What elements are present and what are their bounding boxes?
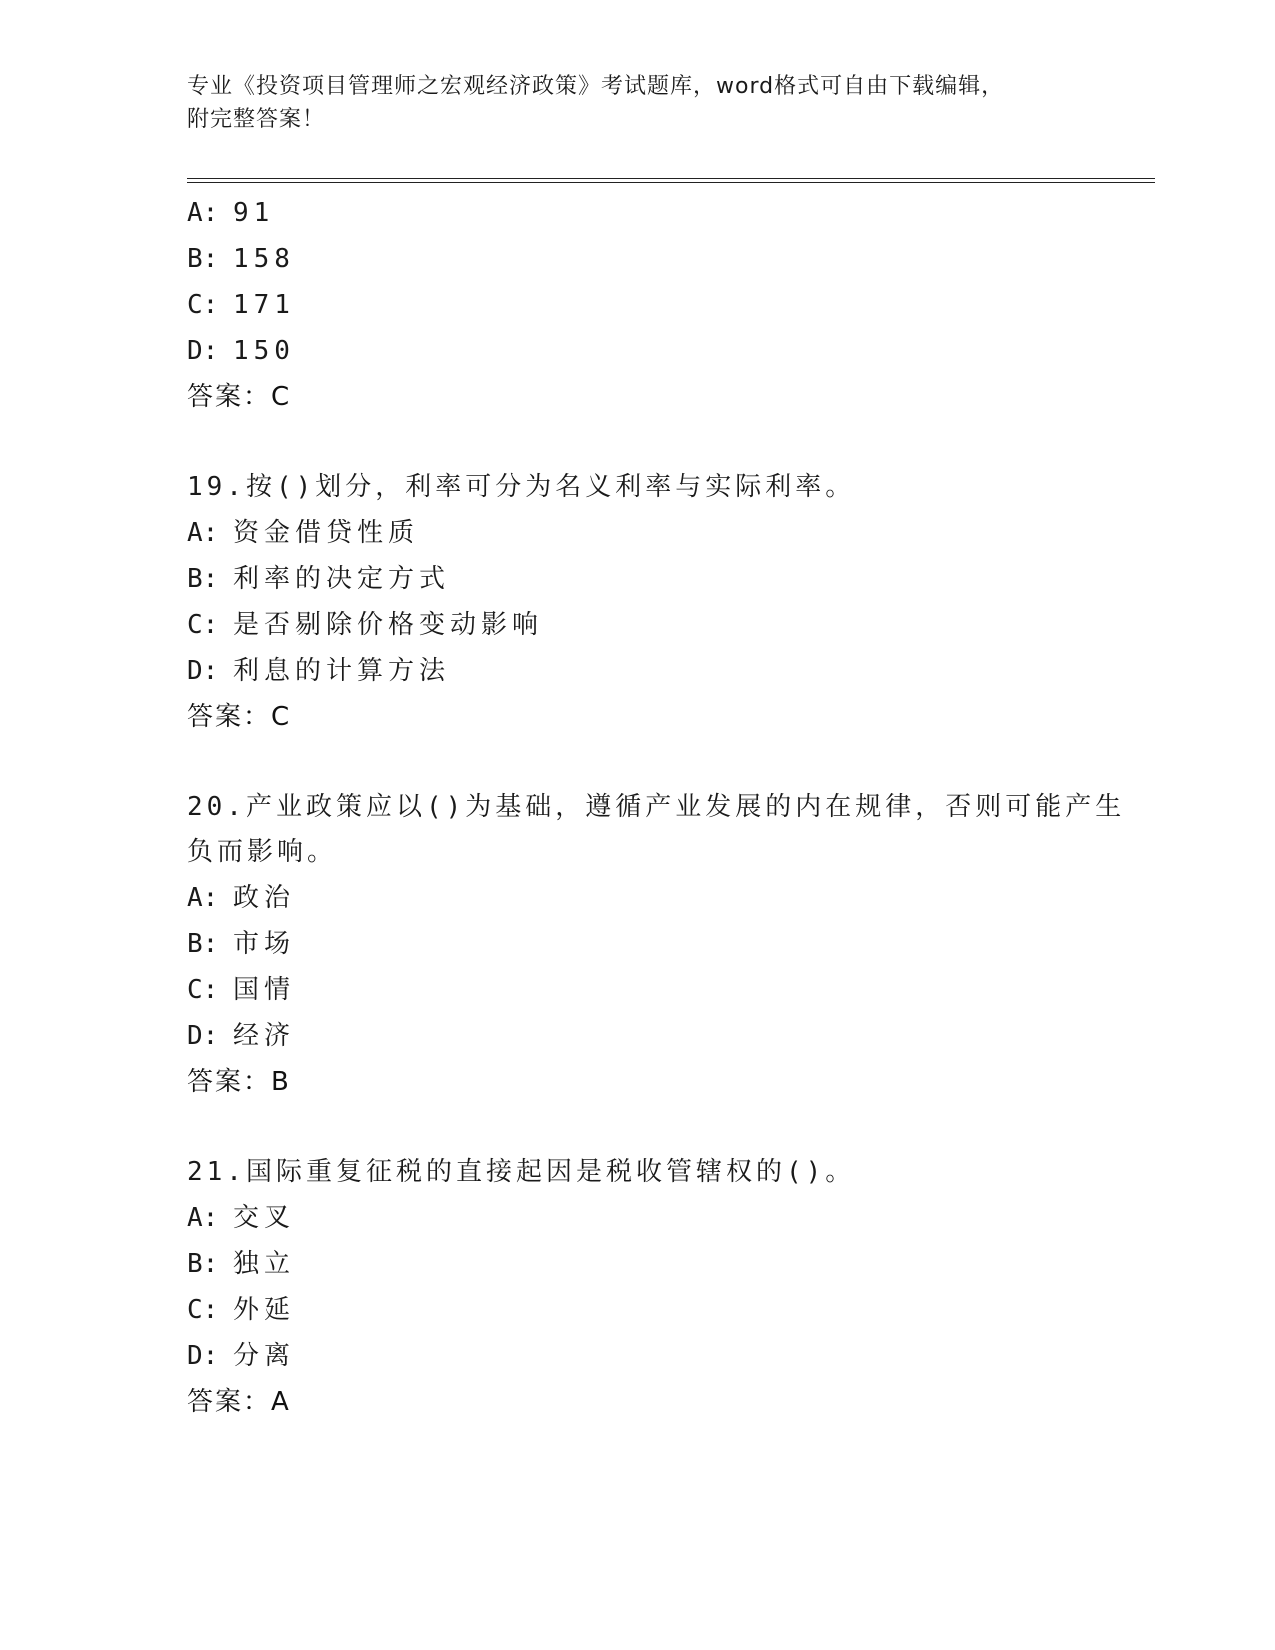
option-text: 交叉 [233,1203,296,1233]
option-letter: B: [187,1249,219,1279]
question-text [187,465,1077,510]
option-letter: B: [187,244,219,274]
option-text: 外延 [233,1295,296,1325]
option-b [187,921,1087,967]
question-text [187,1150,1077,1195]
option-letter: C: [187,975,219,1005]
option-letter: C: [187,290,219,320]
document-header [187,70,1087,136]
option-text: 是否剔除价格变动影响 [233,610,544,640]
header-line-1: 专业《投资项目管理师之宏观经济政策》考试题库，word格式可自由下载编辑， [187,74,1005,99]
option-c [187,282,1087,328]
spacer [187,740,1087,785]
question-block-19 [187,465,1087,740]
option-text: 利率的决定方式 [233,564,451,594]
question-line: 21.国际重复征税的直接起因是税收管辖权的()。 [187,1157,856,1187]
option-text: 91 [233,198,275,228]
option-c [187,602,1087,648]
option-text: 利息的计算方法 [233,656,451,686]
option-letter: D: [187,1341,219,1371]
answer-line: 答案：C [187,702,292,732]
option-letter: A: [187,518,219,548]
option-d [187,1333,1087,1379]
answer-line: 答案：A [187,1387,291,1417]
option-text: 独立 [233,1249,296,1279]
header-line-2: 附完整答案！ [187,107,326,132]
option-text: 经济 [233,1021,296,1051]
option-c [187,967,1087,1013]
option-b [187,1241,1087,1287]
answer-line: 答案：C [187,382,292,412]
question-block-20 [187,785,1126,1105]
option-letter: A: [187,198,219,228]
question-text [187,785,1126,875]
answer-line: 答案：B [187,1067,291,1097]
spacer [187,1105,1087,1150]
question-line: 20.产业政策应以()为基础，遵循产业发展的内在规律，否则可能产生 [187,792,1126,822]
option-letter: A: [187,1203,219,1233]
option-a [187,875,1087,921]
option-b [187,556,1087,602]
option-letter: B: [187,564,219,594]
option-text: 市场 [233,929,296,959]
header-divider-top [187,178,1155,179]
option-letter: B: [187,929,219,959]
question-line: 负而影响。 [187,837,338,867]
option-text: 158 [233,244,295,274]
option-b [187,236,1087,282]
question-block-21 [187,1150,1087,1425]
question-list [187,190,1126,1425]
option-text: 资金借贷性质 [233,518,420,548]
option-text: 国情 [233,975,296,1005]
question-block-partial [187,190,1087,420]
option-c [187,1287,1087,1333]
option-a [187,510,1087,556]
option-d [187,328,1087,374]
option-letter: A: [187,883,219,913]
option-letter: D: [187,656,219,686]
option-text: 政治 [233,883,296,913]
option-text: 分离 [233,1341,296,1371]
header-divider-bottom [187,182,1155,183]
option-letter: C: [187,610,219,640]
option-text: 171 [233,290,295,320]
option-letter: D: [187,336,219,366]
option-a [187,1195,1087,1241]
option-d [187,1013,1087,1059]
option-letter: D: [187,1021,219,1051]
option-d [187,648,1087,694]
spacer [187,420,1087,465]
option-text: 150 [233,336,295,366]
option-a [187,190,1087,236]
option-letter: C: [187,1295,219,1325]
question-line: 19.按()划分，利率可分为名义利率与实际利率。 [187,472,856,502]
